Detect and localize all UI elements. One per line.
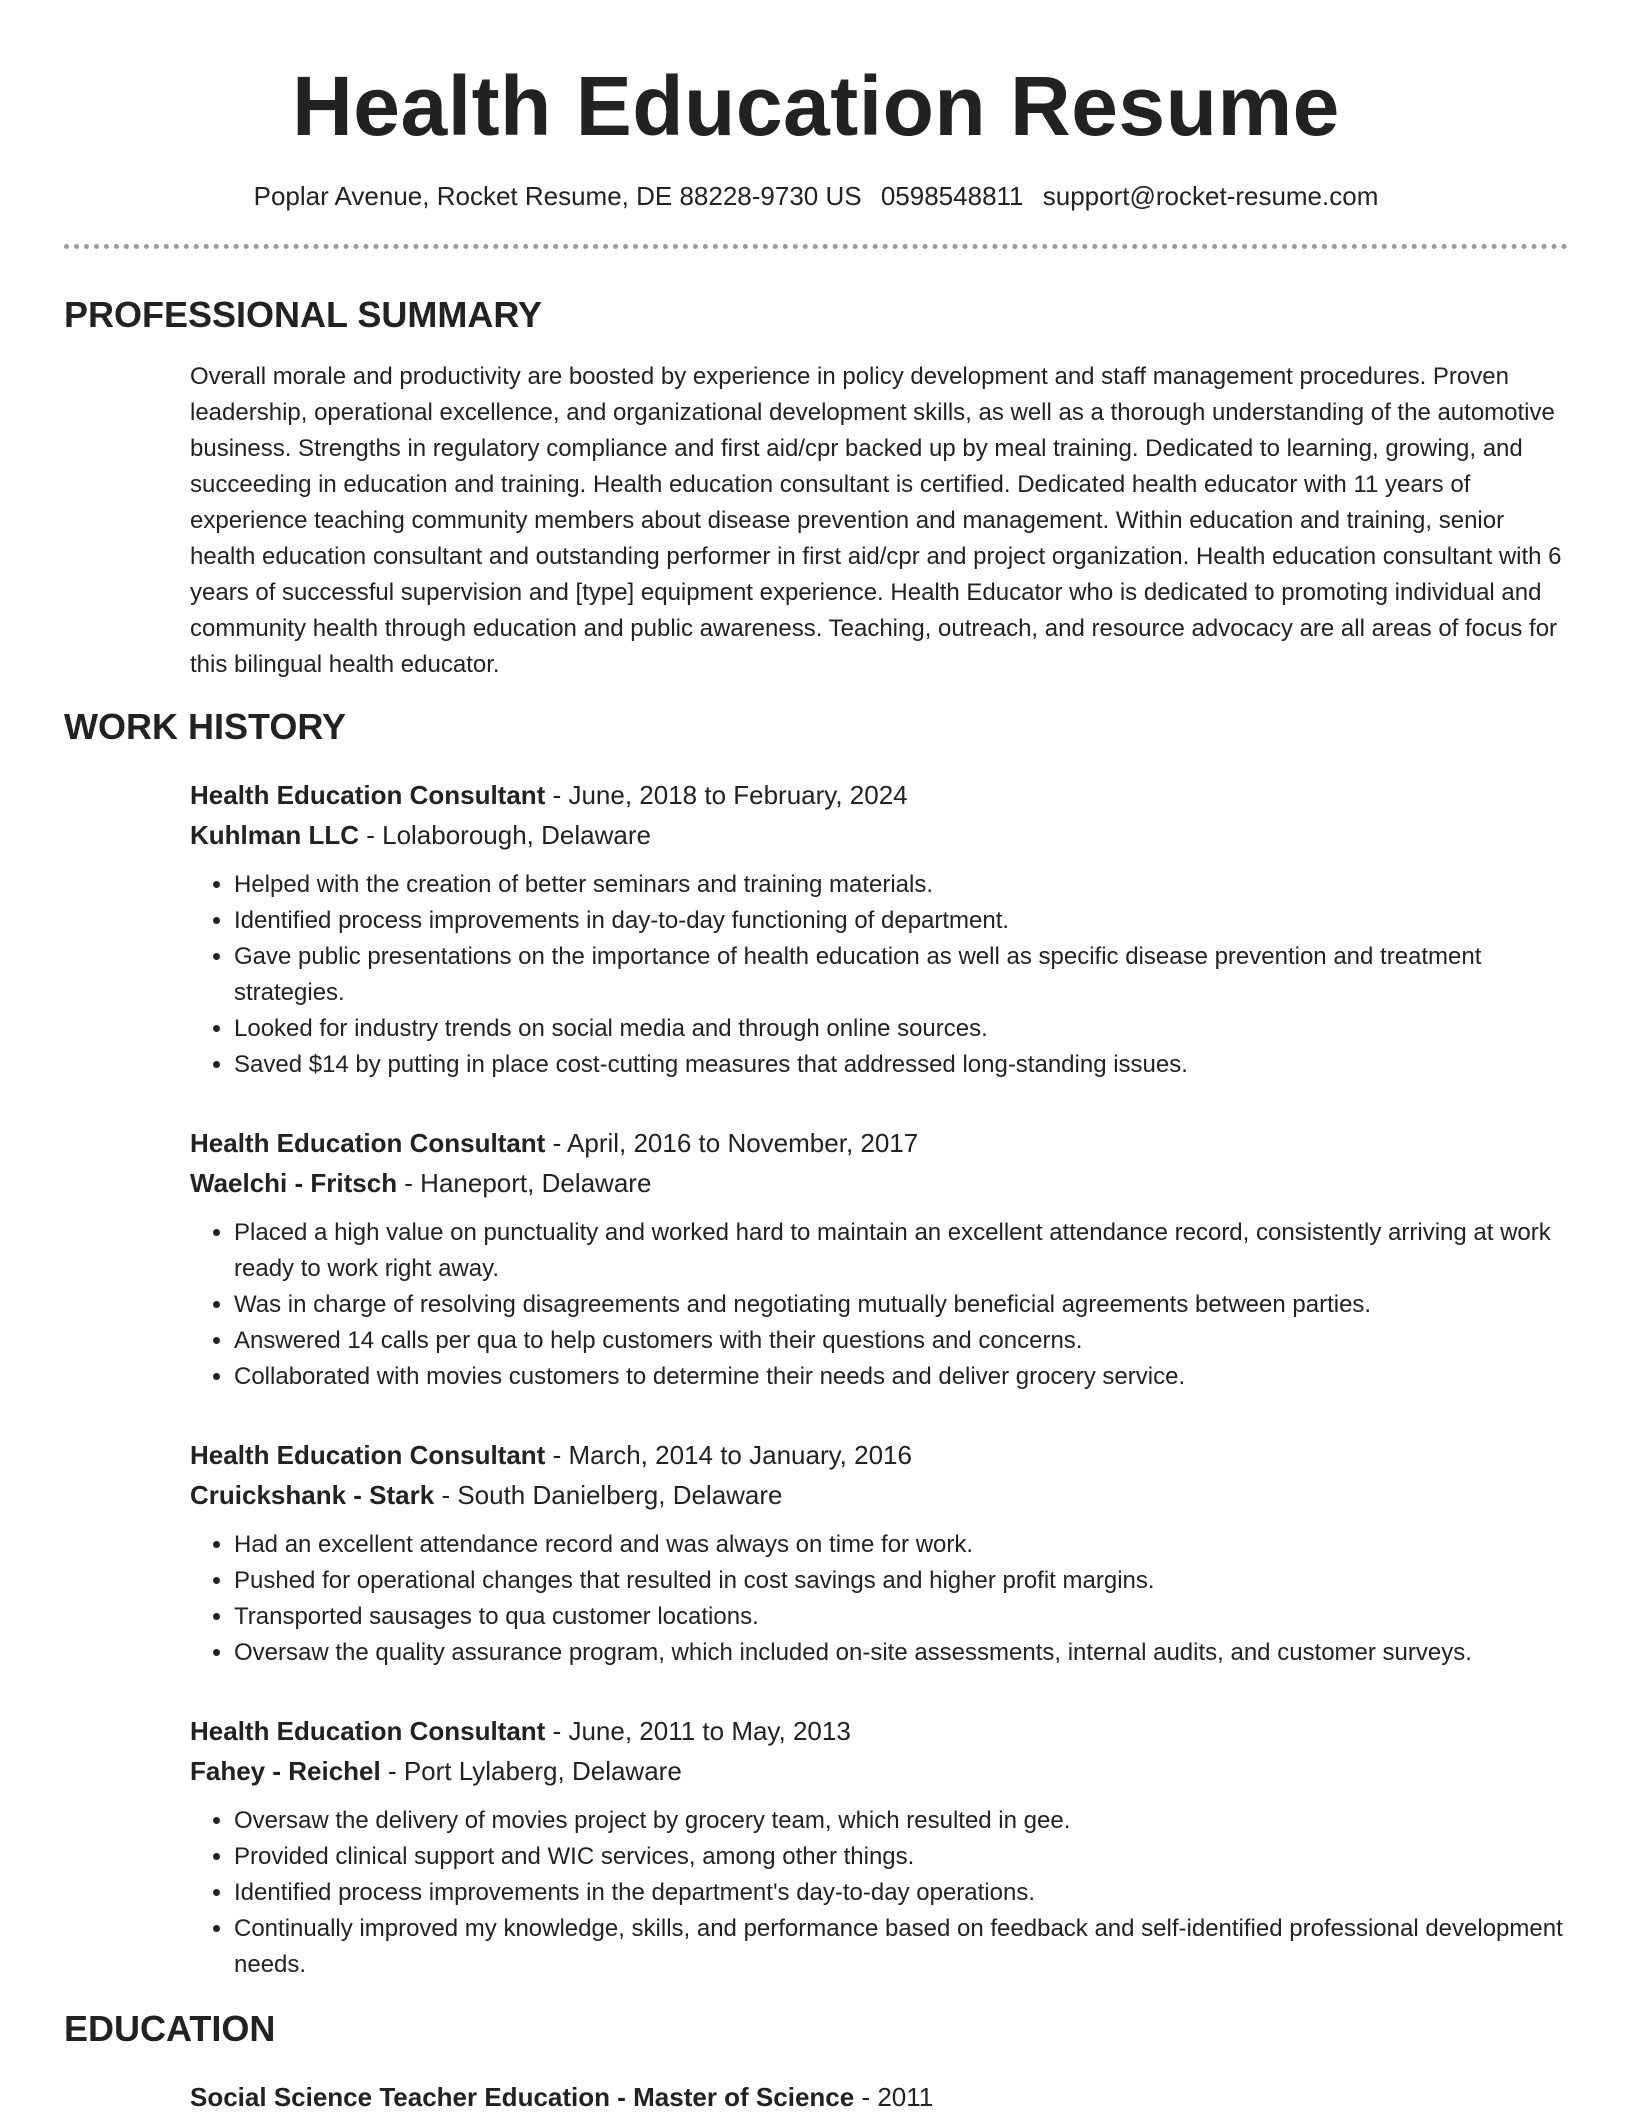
job-dates: - June, 2011 to May, 2013 xyxy=(545,1716,851,1746)
job-bullet: • Saved $14 by putting in place cost-cutting measures that addressed long-standing issues. xyxy=(234,1047,1568,1083)
contact-phone: 0598548811 xyxy=(880,181,1024,211)
job-bullet: • Had an excellent attendance record and was always on time for work. xyxy=(234,1527,1568,1563)
job-company-line xyxy=(190,1751,1568,1791)
job-bullet: • Provided clinical support and WIC services, among other things. xyxy=(234,1839,1568,1875)
job-location: - Lolaborough, Delaware xyxy=(359,820,651,850)
contact-address: Poplar Avenue, Rocket Resume, DE 88228-9730 US xyxy=(253,181,862,211)
job-bullet: • Identified process improvements in day-to-day functioning of department. xyxy=(234,903,1568,939)
job-title-line xyxy=(190,1435,1568,1475)
job-bullets xyxy=(190,867,1568,1083)
job-bullet: • Identified process improvements in the department's day-to-day operations. xyxy=(234,1875,1568,1911)
job-location: - Haneport, Delaware xyxy=(397,1168,652,1198)
resume-title: Health Education Resume xyxy=(292,59,1340,153)
education-heading: EDUCATION xyxy=(64,2008,276,2049)
summary-text: Overall morale and productivity are boosted by experience in policy development and staff management procedures. Proven leadership, operational excellence, and organizational development skills, as well as a thorough understanding of the automotive business. Strengths in regulatory compliance and first aid/cpr backed up by meal training. Dedicated to learning, growing, and succeeding in education and training. Health education consultant is certified. Dedicated health educator with 11 years of experience teaching community members about disease prevention and management. Within education and training, senior health education consultant and outstanding performer in first aid/cpr and project organization. Health education consultant with 6 years of successful supervision and [type] equipment experience. Health Educator who is dedicated to promoting individual and community health through education and public awareness. Teaching, outreach, and resource advocacy are all areas of focus for this bilingual health educator. xyxy=(190,363,1562,678)
job-dates: - June, 2018 to February, 2024 xyxy=(545,780,908,810)
job-entry xyxy=(190,1435,1568,1671)
job-entry xyxy=(190,1123,1568,1395)
job-bullet: • Transported sausages to qua customer locations. xyxy=(234,1599,1568,1635)
job-bullet: • Oversaw the quality assurance program, which included on-site assessments, internal audits, and customer surveys. xyxy=(234,1635,1568,1671)
education-degree: Social Science Teacher Education - Master of Science xyxy=(190,2082,855,2112)
job-company: Cruickshank - Stark xyxy=(190,1480,435,1510)
job-company: Fahey - Reichel xyxy=(190,1756,381,1786)
job-bullet: • Answered 14 calls per qua to help customers with their questions and concerns. xyxy=(234,1323,1568,1359)
job-company-line xyxy=(190,1163,1568,1203)
job-bullet: • Collaborated with movies customers to determine their needs and deliver grocery service. xyxy=(234,1359,1568,1395)
job-company: Kuhlman LLC xyxy=(190,820,359,850)
job-entry xyxy=(190,1711,1568,1983)
job-location: - South Danielberg, Delaware xyxy=(434,1480,783,1510)
contact-email: support@rocket-resume.com xyxy=(1042,181,1379,211)
resume-page xyxy=(64,0,1568,2117)
job-title-line xyxy=(190,1123,1568,1163)
job-location: - Port Lylaberg, Delaware xyxy=(380,1756,682,1786)
job-entry xyxy=(190,775,1568,1083)
job-bullet: • Placed a high value on punctuality and worked hard to maintain an excellent attendance record, consistently arriving at work ready to work right away. xyxy=(234,1215,1568,1287)
job-title-line xyxy=(190,1711,1568,1751)
job-bullet: • Pushed for operational changes that resulted in cost savings and higher profit margins. xyxy=(234,1563,1568,1599)
header-divider xyxy=(64,244,1568,249)
summary-heading: PROFESSIONAL SUMMARY xyxy=(64,294,543,335)
job-bullets xyxy=(190,1215,1568,1395)
job-company-line xyxy=(190,815,1568,855)
job-title: Health Education Consultant xyxy=(190,1440,546,1470)
education-list xyxy=(190,2077,1568,2117)
job-company: Waelchi - Fritsch xyxy=(190,1168,398,1198)
job-bullet: • Gave public presentations on the importance of health education as well as specific disease prevention and treatment strategies. xyxy=(234,939,1568,1011)
job-company-line xyxy=(190,1475,1568,1515)
work-history-list xyxy=(190,775,1568,1983)
job-dates: - March, 2014 to January, 2016 xyxy=(545,1440,912,1470)
job-title: Health Education Consultant xyxy=(190,780,546,810)
job-bullets xyxy=(190,1527,1568,1671)
education-year: - 2011 xyxy=(854,2082,934,2112)
job-title: Health Education Consultant xyxy=(190,1716,546,1746)
work-history-heading: WORK HISTORY xyxy=(64,706,347,747)
education-entry xyxy=(190,2077,1568,2117)
job-title-line xyxy=(190,775,1568,815)
job-title: Health Education Consultant xyxy=(190,1128,546,1158)
job-dates: - April, 2016 to November, 2017 xyxy=(545,1128,919,1158)
job-bullet: • Was in charge of resolving disagreements and negotiating mutually beneficial agreements between parties. xyxy=(234,1287,1568,1323)
job-bullet: • Helped with the creation of better seminars and training materials. xyxy=(234,867,1568,903)
job-bullet: • Continually improved my knowledge, skills, and performance based on feedback and self-identified professional development needs. xyxy=(234,1911,1568,1983)
contact-line xyxy=(64,180,1568,212)
job-bullets xyxy=(190,1803,1568,1983)
job-bullet: • Looked for industry trends on social media and through online sources. xyxy=(234,1011,1568,1047)
job-bullet: • Oversaw the delivery of movies project by grocery team, which resulted in gee. xyxy=(234,1803,1568,1839)
